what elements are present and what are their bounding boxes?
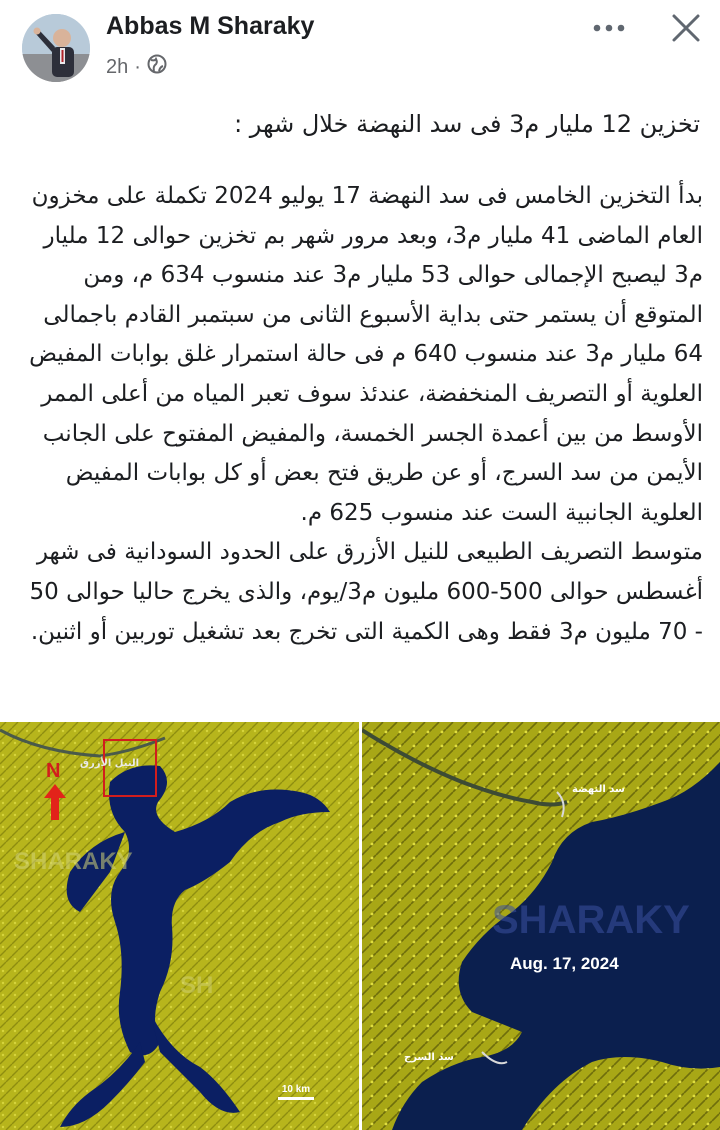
more-icon [591, 23, 627, 33]
watermark: SH [180, 972, 214, 999]
post-body [20, 177, 703, 652]
post-images[interactable] [0, 722, 720, 1130]
post-header [0, 0, 720, 92]
avatar[interactable] [22, 14, 90, 82]
post-title: تخزين 12 مليار م3 فى سد النهضة خلال شهر : [234, 110, 700, 138]
post-paragraph: متوسط التصريف الطبيعى للنيل الأزرق على الحدود السودانية فى شهر أغسطس حوالى 500-600 مليون م3/يوم، والذى يخرج حاليا حوالى 50 - 70 مليون م3 فقط وهى الكمية التى تخرج بعد تشغيل توربين أو اثنين. [29, 539, 703, 645]
dam-label: سد النهضة [572, 784, 625, 795]
watermark: SHARAKY [492, 898, 690, 942]
reservoir-map-image[interactable] [0, 722, 359, 1130]
river-label: النيل الأزرق [80, 758, 140, 769]
scale-bar [278, 1084, 314, 1100]
saddle-dam-label: سد السرج [404, 1052, 454, 1063]
post-paragraph: بدأ التخزين الخامس فى سد النهضة 17 يوليو 2024 تكملة على مخزون العام الماضى 41 مليار م3، وبعد مرور شهر بم تخزين حوالى 12 مليار م3 ليصبح الإجمالى حوالى 53 مليار م3 عند منسوب 634 م، ومن المتوقع أن يستمر حتى بداية الأسبوع الثانى من سبتمبر القادم باجمالى 64 مليار م3 عند منسوب 640 م فى حالة استمرار غلق بوابات المفيض العلوية أو التصريف المنخفضة، عندئذ سوف تعبر المياه من أعلى الممر الأوسط من بين أعمدة الجسر الخمسة، والمفيض المفتوح على الجانب الأيمن من سد السرج، أو عن طريق فتح بعض أو كل بوابات المفيض العلوية الجانبية الست عند منسوب 625 م. [29, 183, 703, 526]
dam-closeup-image[interactable] [362, 722, 720, 1130]
date-label: Aug. 17, 2024 [510, 954, 619, 973]
post-meta [106, 54, 167, 80]
scale-label: 10 km [281, 1084, 311, 1095]
author-name[interactable]: Abbas M Sharaky [106, 12, 315, 40]
meta-separator: · [134, 55, 141, 78]
globe-icon [147, 54, 167, 80]
post-time[interactable]: 2h [106, 55, 129, 78]
close-icon [671, 13, 701, 43]
close-button[interactable] [662, 6, 710, 50]
scale-line [278, 1097, 314, 1100]
north-label: N [46, 760, 61, 782]
watermark: SHARAKY [14, 848, 133, 875]
more-options-button[interactable] [584, 8, 634, 48]
north-arrow-icon [44, 762, 66, 822]
